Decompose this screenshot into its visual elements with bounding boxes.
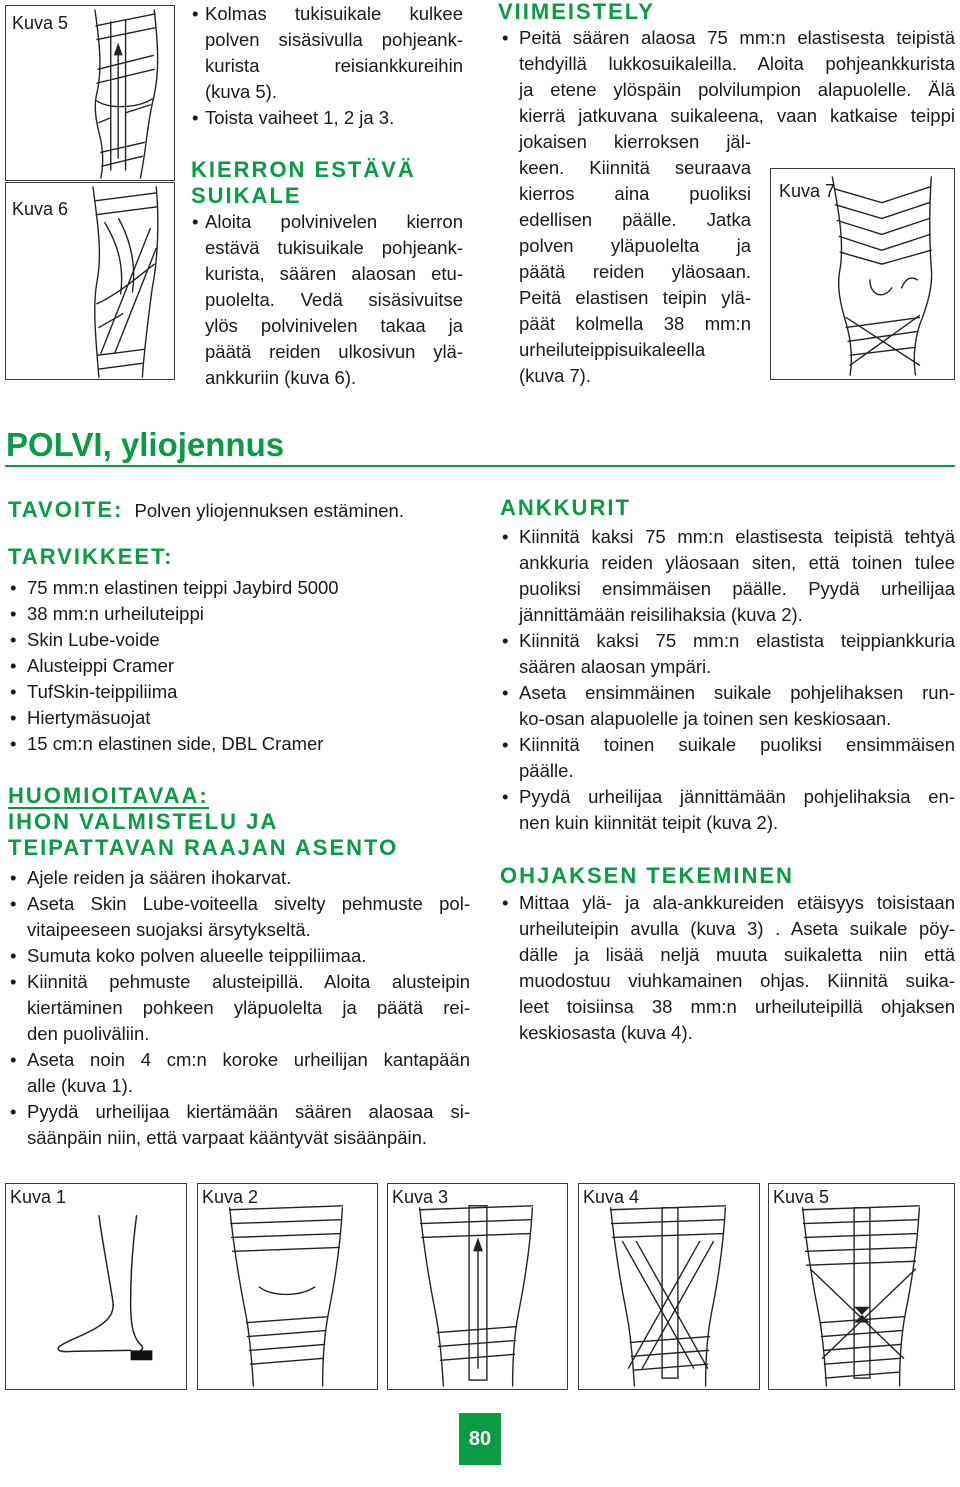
list-item <box>500 524 955 628</box>
figure-label: Kuva 4 <box>583 1187 640 1207</box>
text-line: säären alaosan ympäri. <box>519 656 712 677</box>
figure-kuva-6 <box>5 182 175 380</box>
text-line: den puoliväliin. <box>27 1023 150 1044</box>
section-heading: KIERRON ESTÄVÄ <box>191 157 416 182</box>
list-item <box>8 891 470 943</box>
text-line: • 38 mm:n urheiluteippi <box>27 603 204 624</box>
huomioitavaa-section <box>8 783 470 1151</box>
list-item <box>500 784 955 836</box>
section-heading: OHJAKSEN TEKEMINEN <box>500 863 794 888</box>
kuva-4-leg-illustration <box>579 1184 759 1389</box>
list-item <box>500 680 955 732</box>
kuva-1-leg-illustration <box>6 1184 186 1389</box>
figure-label: Kuva 5 <box>12 13 69 33</box>
list-item <box>189 105 463 131</box>
text-line: ylös polvinivelen takaa ja <box>205 315 463 336</box>
text-line: • Aseta noin 4 cm:n koroke urheilijan kantapään <box>27 1049 470 1070</box>
text-line: estävä tukisuikale pohjeank- <box>205 237 463 258</box>
text-line: • Aseta Skin Lube-voiteella sivelty pehmuste pol- <box>27 893 470 914</box>
list-item <box>8 601 470 627</box>
list-item <box>500 732 955 784</box>
list-item <box>189 209 463 391</box>
list-item <box>8 653 470 679</box>
text-line: ankkuria reiden yläosaan siten, että toinen tulee <box>519 552 955 573</box>
section-heading: SUIKALE <box>191 183 302 208</box>
text-line: nen kuin kiinnität teipit (kuva 2). <box>519 812 779 833</box>
text-line: • Kiinnitä toinen suikale puoliksi ensimmäisen <box>519 734 955 755</box>
list-item <box>8 705 470 731</box>
section-heading: VIIMEISTELY <box>498 0 655 24</box>
text-line: muodostuu viuhkamainen ohjas. Kiinnitä suika- <box>519 970 955 991</box>
list-item <box>8 679 470 705</box>
kuva-5-bottom-leg-illustration <box>769 1184 954 1389</box>
list-item <box>500 890 955 1046</box>
text-line: ko-osan alapuolelle ja toinen sen keskiosaan. <box>519 708 892 729</box>
text-line: • Skin Lube-voide <box>27 629 160 650</box>
list-item <box>8 1047 470 1099</box>
text-line: • Pyydä urheilijaa jännittämään pohjelihaksia en- <box>519 786 955 807</box>
list-item <box>8 1099 470 1151</box>
text-line: päätä reiden yläosaan. <box>519 261 751 282</box>
figure-kuva-4 <box>578 1183 760 1390</box>
section-heading: ANKKURIT <box>500 495 631 520</box>
text-line: urheiluteipin avulla (kuva 3) . Aseta suikale pöy- <box>519 918 955 939</box>
huomioitavaa-heading: HUOMIOITAVAA: <box>8 783 209 808</box>
list-item <box>8 575 470 601</box>
text-line: kierros aina puoliksi <box>519 183 751 204</box>
text-line: • Pyydä urheilijaa kiertämään säären alaosaa si- <box>27 1101 470 1122</box>
list-item <box>189 1 463 105</box>
text-line: • Sumuta koko polven alueelle teippiliimaa. <box>27 945 367 966</box>
list-item <box>8 627 470 653</box>
figure-label: Kuva 5 <box>773 1187 830 1207</box>
text-line: polven sisäsivulla pohjeank- <box>205 29 463 50</box>
section-subheading: TEIPATTAVAN RAAJAN ASENTO <box>8 835 399 860</box>
text-line: • Hiertymäsuojat <box>27 707 151 728</box>
text-line: • Kiinnitä pehmuste alusteipillä. Aloita alusteipin <box>27 971 470 992</box>
tavoite-label: TAVOITE: <box>8 497 124 522</box>
text-line: • TufSkin-teippiliima <box>27 681 178 702</box>
text-line: säänpäin niin, että varpaat kääntyvät sisäänpäin. <box>27 1127 428 1148</box>
text-line: alle (kuva 1). <box>27 1075 133 1096</box>
figure-kuva-5-top <box>5 5 175 181</box>
figure-label: Kuva 3 <box>392 1187 449 1207</box>
title-divider <box>5 465 955 467</box>
text-line: puoliksi ensimmäisen päälle. Pyydä urheilijaa <box>519 578 955 599</box>
text-line: kurista reisiankkureihin <box>205 55 463 76</box>
kuva-2-leg-illustration <box>198 1184 377 1389</box>
text-line: • Mittaa ylä- ja ala-ankkureiden etäisyys toisistaan <box>519 892 955 913</box>
text-line: ankkuriin (kuva 6). <box>205 367 357 388</box>
tavoite-line <box>8 497 470 524</box>
text-line: • Aseta ensimmäinen suikale pohjelihaksen run- <box>519 682 955 703</box>
figure-kuva-5-bottom <box>768 1183 955 1390</box>
list-item <box>8 943 470 969</box>
text-line: puolelta. Vedä sisäsivuitse <box>205 289 463 310</box>
text-line: • 75 mm:n elastinen teippi Jaybird 5000 <box>27 577 339 598</box>
text-line: päätä reiden ulkosivun ylä- <box>205 341 463 362</box>
text-line: dälle ja lisää neljä muuta suikaletta niin että <box>519 944 955 965</box>
text-line: kiertäminen pohkeen yläpuolelta ja päätä rei- <box>27 997 470 1018</box>
intro-list <box>189 1 463 131</box>
tarvikkeet-list <box>8 575 470 757</box>
text-line: • Toista vaiheet 1, 2 ja 3. <box>205 107 395 128</box>
kuva-3-leg-illustration <box>388 1184 567 1389</box>
figure-label: Kuva 7 <box>779 181 836 201</box>
list-item <box>8 969 470 1047</box>
kierron-list <box>189 209 463 391</box>
page-number: 80 <box>459 1413 501 1465</box>
ohjas-list <box>500 890 955 1046</box>
text-line: • Peitä säären alaosa 75 mm:n elastisesta teipistä <box>519 27 955 48</box>
figure-kuva-2 <box>197 1183 378 1390</box>
figure-label: Kuva 2 <box>202 1187 259 1207</box>
text-line: keen. Kiinnitä seuraava <box>519 157 751 178</box>
text-line: • Kiinnitä kaksi 75 mm:n elastista teippiankkuria <box>519 630 955 651</box>
text-line: • Alusteippi Cramer <box>27 655 175 676</box>
text-line: päät kolmella 38 mm:n <box>519 313 751 334</box>
text-line: • Kiinnitä kaksi 75 mm:n elastisesta teipistä tehtyä <box>519 526 955 547</box>
text-line: urheiluteippisuikaleella <box>519 339 706 360</box>
text-line: keskiosasta (kuva 4). <box>519 1022 693 1043</box>
ohjas-section <box>500 863 955 1046</box>
list-item <box>8 731 470 757</box>
text-line: • Kolmas tukisuikale kulkee <box>205 3 463 24</box>
section-subheading: IHON VALMISTELU JA <box>8 809 279 834</box>
huomioitavaa-list <box>8 865 470 1151</box>
text-line: polven yläpuolelta ja <box>519 235 751 256</box>
text-line: (kuva 7). <box>519 365 591 386</box>
text-line: (kuva 5). <box>205 81 277 102</box>
intro-column <box>189 1 463 391</box>
figure-kuva-7 <box>770 168 955 380</box>
text-line: • Aloita polvinivelen kierron <box>205 211 463 232</box>
text-line: tehdyillä lukkosuikaleilla. Aloita pohjeankkurista <box>519 53 955 74</box>
text-line: ja etene ylöspäin polvilumpion alapuolelle. Älä <box>519 79 955 100</box>
text-line: kierrä jatkuvana suikaleena, vaan katkaise teippi <box>519 105 955 126</box>
figure-label: Kuva 1 <box>10 1187 67 1207</box>
page-title: POLVI, yliojennus <box>6 426 285 463</box>
list-item <box>500 628 955 680</box>
figure-label: Kuva 6 <box>12 199 69 219</box>
text-line: jännittämään reisilihaksia (kuva 2). <box>519 604 803 625</box>
text-line: kurista, säären alaosan etu- <box>205 263 463 284</box>
ankkurit-section <box>500 495 955 836</box>
section-heading: TARVIKKEET: <box>8 544 174 569</box>
section-heading <box>8 783 470 809</box>
text-line: jokaisen kierroksen jäl- <box>519 131 751 152</box>
text-line: • 15 cm:n elastinen side, DBL Cramer <box>27 733 324 754</box>
text-line: päälle. <box>519 760 574 781</box>
text-line: Peitä elastisen teipin ylä- <box>519 287 751 308</box>
text-line: • Ajele reiden ja säären ihokarvat. <box>27 867 292 888</box>
figure-kuva-3 <box>387 1183 568 1390</box>
list-item <box>8 865 470 891</box>
ankkurit-list <box>500 524 955 836</box>
figure-kuva-1 <box>5 1183 187 1390</box>
text-line: leet toisiinsa 38 mm:n urheiluteipillä ohjaksen <box>519 996 955 1017</box>
tavoite-text: Polven yliojennuksen estäminen. <box>134 500 404 521</box>
text-line: vitaipeeseen suojaksi ärsytykseltä. <box>27 919 311 940</box>
tarvikkeet-section <box>8 544 470 757</box>
text-line: edellisen päälle. Jatka <box>519 209 751 230</box>
